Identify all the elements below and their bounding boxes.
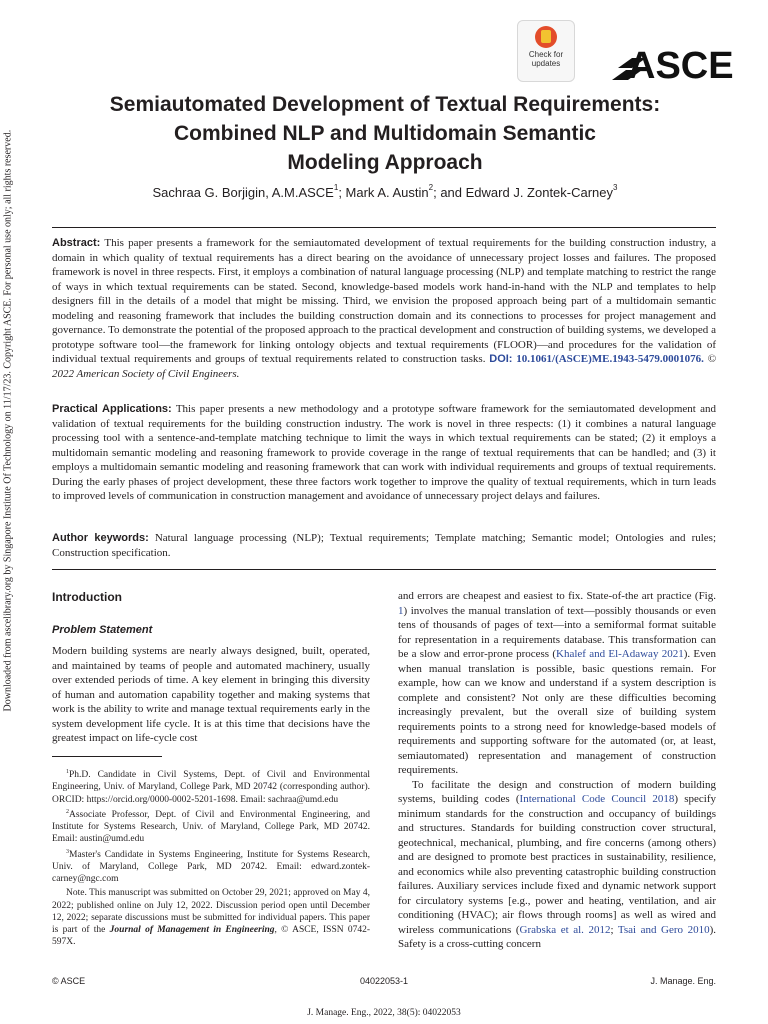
author-keywords (52, 531, 716, 560)
right-para-1-c: ). Even when manual translation is possible, basic questions remain. For example, how can we know and understand if a system description is complete and consistent? Not only are these difficulties becoming increasingly prevalent, but the overall size of building system requirements points to a strong need for knowledge-based models of requirements and supporting software for the automated (or, at least, semiautomated) representation and management of construction requirements. (398, 648, 716, 776)
citation-icc[interactable]: International Code Council 2018 (519, 793, 675, 805)
footnote-2-marker: 2 (66, 808, 69, 815)
check-updates-icon (535, 26, 557, 48)
right-column (398, 589, 716, 952)
title-line-1: Semiautomated Development of Textual Requirements: (109, 93, 661, 116)
right-para-2-b: ) specify minimum standards for the construction and occupancy of buildings and structures. Standards for building construction cover structural, geotechnical, mechanical, plumbing, and fire concerns (among others) and are designed to promote best practices in sustainability, resilience, and economics while also preventing catastrophic building construction failures. Auxiliary services include fixed and dynamic network support for circulatory systems [e.g., power and heating, ventilation, and air conditioning (HVAC); air flows through rooms] as well as wired and wireless communications ( (398, 793, 716, 936)
author-list (60, 185, 710, 200)
subsection-heading: Problem Statement (52, 624, 153, 636)
check-for-updates-badge[interactable] (517, 20, 575, 82)
citation-khalef[interactable]: Khalef and El-Adaway 2021 (556, 648, 684, 660)
right-para-2-a: To facilitate the design and construction of modern building systems, building codes ( (398, 778, 716, 805)
practical-label: Practical Applications: (52, 403, 172, 415)
badge-line2: updates (531, 59, 561, 68)
logo-text: ASCE (628, 45, 734, 87)
author-sep: ; and (433, 185, 466, 200)
title-line-3: Modeling Approach (287, 151, 483, 174)
journal-name: Journal of Management in Engineering (109, 924, 275, 935)
issn-note: , © ASCE, ISSN 0742-597X. (52, 924, 371, 948)
top-divider (52, 227, 716, 228)
citation-grabska[interactable]: Grabska et al. 2012 (519, 923, 611, 936)
footnote-1-marker: 1 (66, 769, 69, 775)
citation-sep: ; (610, 923, 618, 936)
footer-citation: J. Manage. Eng., 2022, 38(5): 04022053 (307, 1008, 461, 1018)
section-heading: Introduction (52, 590, 122, 604)
badge-line1: Check for (528, 50, 564, 59)
practical-text: This paper presents a new methodology and a prototype software framework for the semiautomated development and validation of textual requirements for the building construction industry. The work is novel in three respects: (1) it combines a natural language processing tool with a sentence-and-template matching technique to limit the ways in which textual requirements can be stated; (2) it employs a multidomain semantic modeling and reasoning framework to provide coverage in the range of textual requirements that can be handled; and (3) it employs a multidomain semantic modeling and reasoning framework that can work with individual requirements and groups of textual requirements. During the early phases of project development, these three factors work together to improve the quality of textual requirements, which in turn leads to improved levels of communication in construction management and avoidance of unnecessary project delays and failures. (52, 403, 716, 502)
manuscript-note: Note. This manuscript was submitted on October 29, 2021; approved on May 4, 2022; published online on July 12, 2022. Discussion period open until December 12, 2022; separate discussions must be submitted for individual papers. This paper is part of the (52, 888, 370, 935)
article-title (60, 90, 710, 177)
practical-applications (52, 402, 716, 504)
right-para-1-a: and errors are cheapest and easiest to fix. State-of-the art practice (Fig. (398, 590, 716, 602)
author-sep: ; (338, 185, 346, 200)
footnote-3: Master's Candidate in Systems Engineering, Institute for Systems Research, Univ. of Maryland, College Park, MD 20742. Email: edward.zontek-carney@ngc.com (52, 849, 370, 885)
citation-tsai[interactable]: Tsai and Gero 2010 (617, 923, 710, 936)
footnote-1: Ph.D. Candidate in Civil Systems, Dept. of Civil and Environmental Engineering, Univ. of Maryland, College Park, MD 20742 (corresponding author). ORCID: https://orcid.org/0000-0002-5201-1698. Email: sachraa@umd.edu (52, 770, 370, 805)
keywords-label: Author keywords: (52, 532, 149, 544)
keywords-text: Natural language processing (NLP); Textual requirements; Template matching; Semantic model; Ontologies and rules; Construction specification. (52, 532, 717, 559)
keywords-divider (52, 569, 716, 570)
left-column-paragraph: Modern building systems are nearly always designed, built, operated, and maintained by teams of people and automated machinery, usually over extended periods of time. A key element in bringing this diversity of human and automation capability together and making systems that work is the ability to write and manage textual requirements early in the system development life cycle. It is at this time that decisions have the greatest impact on life-cycle cost (52, 645, 370, 744)
author-2-affil: 2 (428, 183, 434, 192)
footnote-2: Associate Professor, Dept. of Civil and Environmental Engineering, and Institute for Systems Research, Univ. of Maryland, College Park, MD 20742. Email: austin@umd.edu (52, 809, 370, 845)
doi-label: DOI: (489, 353, 513, 365)
abstract-copyright: © 2022 American Society of Civil Engineers. (52, 353, 717, 380)
asce-logo (612, 40, 734, 87)
author-1-affil: 1 (333, 183, 339, 192)
fig-1-link[interactable]: 1 (398, 604, 404, 617)
author-1: Sachraa G. Borjigin, A.M.ASCE (152, 185, 334, 200)
right-para-1-b: ) involves the manual translation of text—possibly thousands or even tens of thousands of pages of text—into a semiformal format suitable for representation in a requirements database. This transformation can be a slow and error-prone process ( (398, 604, 716, 660)
title-line-2: Combined NLP and Multidomain Semantic (174, 122, 596, 145)
abstract-label: Abstract: (52, 237, 101, 249)
right-para-2-c: ). Safety is a cross-cutting concern (398, 923, 717, 950)
footer-left: © ASCE (52, 976, 86, 986)
author-3: Edward J. Zontek-Carney (465, 185, 614, 200)
doi-link[interactable]: 10.1061/(ASCE)ME.1943-5479.0001076. (516, 353, 704, 365)
author-2: Mark A. Austin (345, 185, 429, 200)
footnotes (52, 766, 370, 948)
footer-page-id: 04022053-1 (359, 976, 409, 986)
author-3-affil: 3 (613, 183, 618, 192)
footnote-divider (52, 756, 162, 757)
footnote-3-marker: 3 (66, 848, 69, 855)
download-notice: Downloaded from ascelibrary.org by Singapore Institute Of Technology on 11/17/23. Copyright ASCE. For personal use only; all rights reserved. (2, 129, 14, 712)
footer-journal: J. Manage. Eng. (650, 976, 716, 986)
abstract-text: This paper presents a framework for the semiautomated development of textual requirements for the building construction industry, a domain in which quality of textual requirements has a direct bearing on the avoidance of unnecessary project losses and failures. The proposed framework is novel in three respects. First, it employs a combination of natural language processing (NLP) and template matching to restrict the range of ways in which textual requirements can be stated. Second, knowledge-based models work hand-in-hand with the NLP and templates to help designers fill in the details of a model that might be missing. Third, we envision the proposed approach being part of a multidomain semantic modeling and reasoning framework that includes the building construction domain and its connections to processes for project management and governance. To demonstrate the potential of the proposed approach to the practical development and construction of building systems, we developed a prototype software tool—the framework for linking ontology objects and textual requirements (FLOOR)—and procedures for the validation of individual textual requirements and groups of textual requirements related to construction tasks. (52, 237, 716, 365)
abstract (52, 236, 716, 381)
